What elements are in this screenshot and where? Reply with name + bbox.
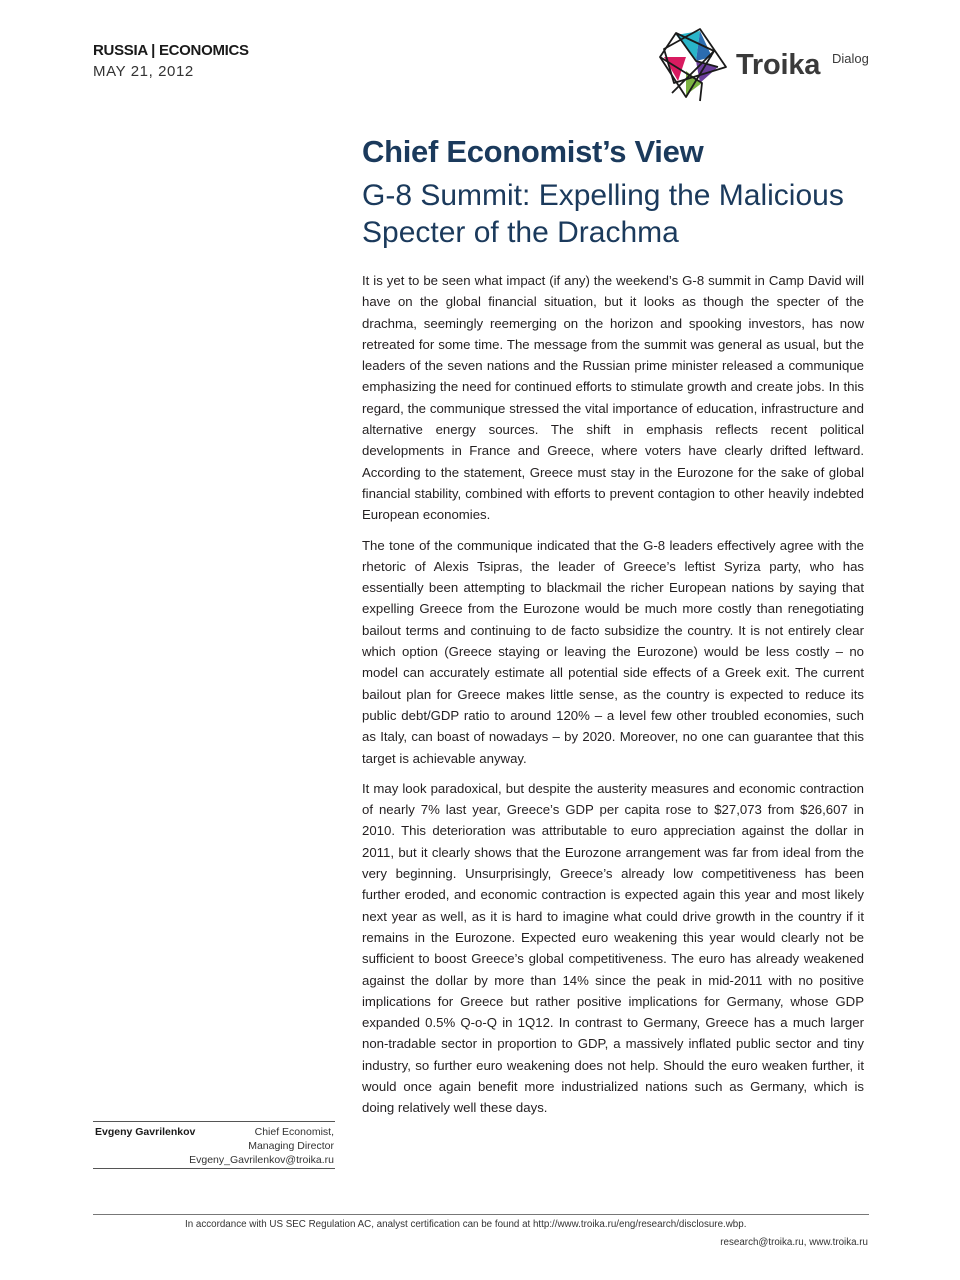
troika-star-icon (656, 27, 734, 103)
paragraph: The tone of the communique indicated that the G-8 leaders effectively agree with the rhetoric of Alexis Tsipras, the leader of Greece’s leftist Syriza party, who has essentially been attempting to blackmail the richer European nations by saying that expelling Greece from the Eurozone would be much more costly than renegotiating bailout terms and continuing to de facto subsidize the country. It is not entirely clear which option (Greece staying or leaving the Eurozone) would be less costly – no model can accurately estimate all potential side effects of a Greek exit. The current bailout plan for Greece makes little sense, as the country is expected to reduce its public debt/GDP ratio to around 120% – a level few other troubled economies, such as Italy, can boast of nowadays – by 2020. Moreover, no one can guarantee that this target is achievable anyway. (362, 537, 864, 766)
troika-dialog-logo (656, 27, 871, 103)
author-role: Managing Director (248, 1140, 334, 1152)
author-email[interactable]: Evgeny_Gavrilenkov@troika.ru (189, 1154, 334, 1166)
footer-disclaimer: In accordance with US SEC Regulation AC, analyst certification can be found at http://www.troika.ru/eng/research/disclosure.wbp. (185, 1219, 747, 1230)
footer-divider (93, 1214, 869, 1215)
logo-wordmark: Troika (736, 49, 821, 81)
report-date: MAY 21, 2012 (93, 63, 194, 80)
report-section-label: RUSSIA | ECONOMICS (93, 42, 249, 59)
footer-contact[interactable]: research@troika.ru, www.troika.ru (720, 1237, 868, 1248)
article-body (362, 270, 864, 1128)
author-name: Evgeny Gavrilenkov (95, 1126, 196, 1138)
paragraph: It is yet to be seen what impact (if any) the weekend’s G-8 summit in Camp David will have on the global financial situation, but it looks as though the specter of the drachma, seemingly reemerging on the horizon and spooking investors, has now retreated for some time. The message from the summit was general as usual, but the leaders of the seven nations and the Russian prime minister released a communique emphasizing the need for continued efforts to stimulate growth and create jobs. In this regard, the communique stressed the vital importance of education, infrastructure and alternative energy sources. The shift in emphasis reflects recent political developments in France and Greece, where voters have clearly drifted leftward. According to the statement, Greece must stay in the Eurozone for the sake of global financial stability, combined with efforts to prevent contagion to other heavily indebted European economies. (362, 273, 864, 523)
logo-submark: Dialog (832, 51, 869, 66)
paragraph: It may look paradoxical, but despite the austerity measures and economic contraction of nearly 7% last year, Greece’s GDP per capita rose to $27,073 from $26,607 in 2010. This deterioration was attributable to euro appreciation against the dollar in 2011, but it clearly shows that the Eurozone arrangement was far from ideal from the very beginning. Unsurprisingly, Greece’s already low competitiveness has been further eroded, and economic contraction is expected again this year and most likely next year as well, as it is hard to imagine what could drive growth in the country if it remains in the Eurozone. Expected euro weakening this year would clearly not be sufficient to boost Greece’s global competitiveness. The euro has already weakened against the dollar by more than 14% since the peak in mid-2011 with no positive implications for Greece but rather positive implications for Germany, whose GDP expanded 0.5% Q-o-Q in 1Q12. In contrast to Germany, Greece has a much larger non-tradable sector in proportion to GDP, a massively inflated public sector and tiny industry, so further euro weakening does not help. Should the euro weaken further, it would once again benefit more industrialized nations such as Germany, which is doing relatively well these days. (362, 780, 864, 1116)
author-details (189, 1125, 334, 1167)
author-block (93, 1121, 335, 1169)
page-title: Chief Economist’s View (362, 134, 704, 169)
author-title: Chief Economist, (254, 1126, 334, 1138)
page-subtitle: G-8 Summit: Expelling the Malicious Specter of the Drachma (362, 179, 844, 249)
